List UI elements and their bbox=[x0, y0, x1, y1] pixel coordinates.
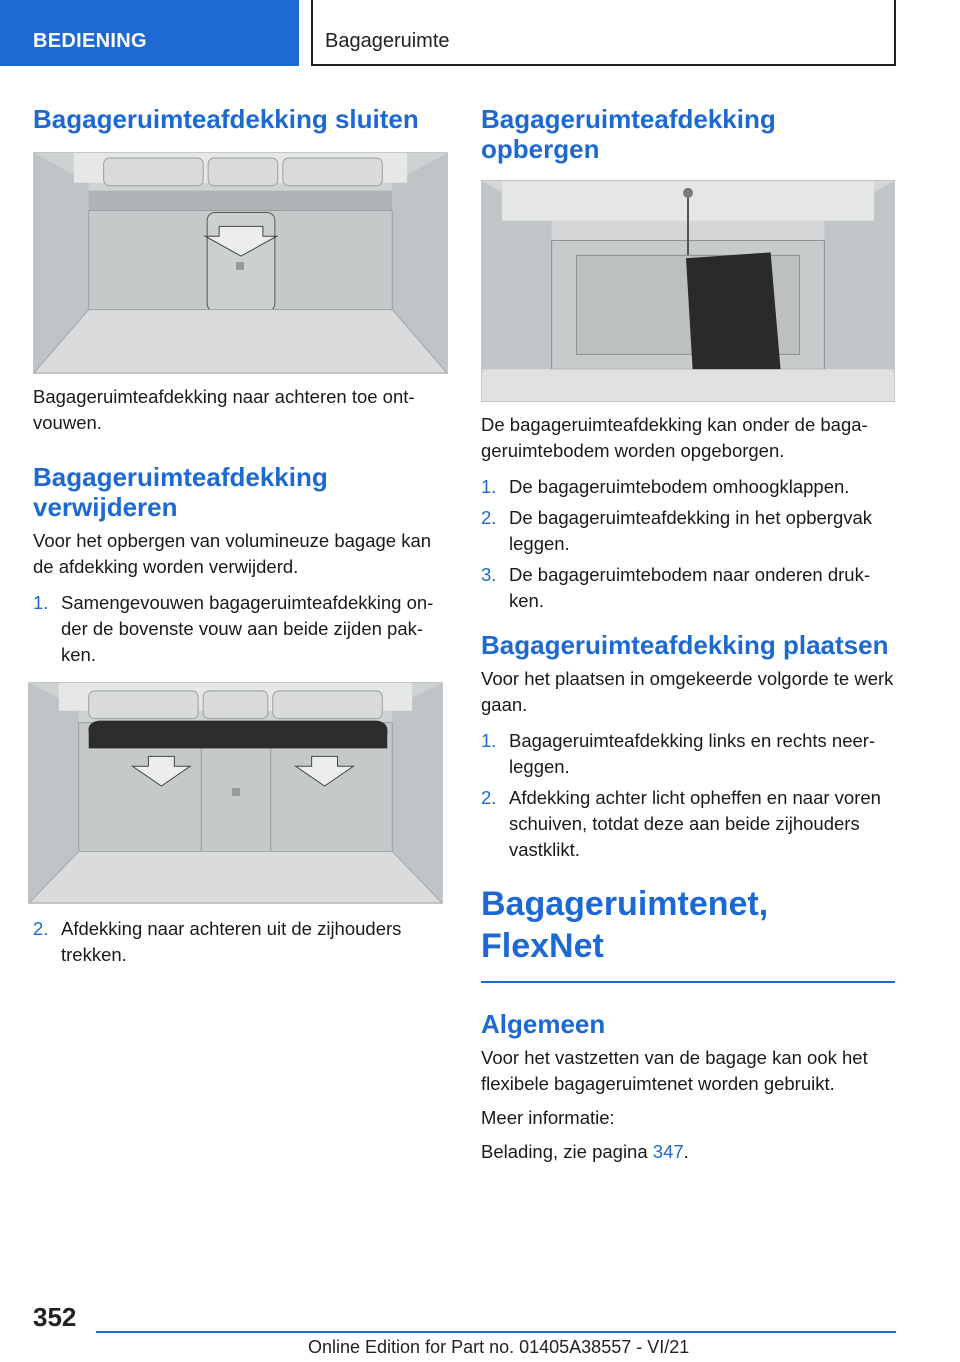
section-tab-label: BEDIENING bbox=[33, 30, 147, 52]
list-item bbox=[481, 728, 895, 780]
list-item bbox=[481, 785, 895, 863]
edition-note: Online Edition for Part no. 01405A38557 - VI/21 bbox=[308, 1337, 690, 1357]
heading-cover-store: Bagageruimteafdekking opbergen bbox=[481, 104, 776, 164]
list-item bbox=[33, 590, 448, 668]
footer-divider bbox=[96, 1331, 896, 1333]
figure-cover-store bbox=[481, 180, 895, 402]
step-number: 1. bbox=[481, 476, 497, 497]
figure-cover-remove bbox=[28, 682, 443, 904]
trunk-cover-close-illustration bbox=[34, 153, 447, 373]
trunk-storage-illustration bbox=[482, 181, 894, 401]
heading-cover-remove: Bagageruimteafdekking verwijderen bbox=[33, 462, 328, 522]
store-steps bbox=[481, 474, 895, 614]
chapter-title: Bagageruimte bbox=[325, 30, 450, 52]
remove-intro: Voor het opbergen van volumineuze bagage kan de afdekking worden verwijderd. bbox=[33, 530, 432, 577]
step-text: Afdekking naar achteren uit de zijhouders trekken. bbox=[61, 918, 402, 965]
step-number: 3. bbox=[481, 564, 497, 585]
figure-cover-close bbox=[33, 152, 448, 374]
step-number: 2. bbox=[481, 787, 497, 808]
list-item bbox=[481, 505, 895, 557]
general-text: Voor het vastzetten van de bagage kan ook het flexibele bagageruimtenet worden gebruikt. bbox=[481, 1047, 868, 1094]
remove-steps-b bbox=[33, 916, 448, 968]
remove-steps-a bbox=[33, 590, 448, 668]
heading-flexnet: Bagageruimtenet, FlexNet bbox=[481, 883, 895, 983]
place-steps bbox=[481, 728, 895, 863]
step-text: De bagageruimteafdekking in het opbergvak leggen. bbox=[509, 507, 873, 554]
caption-cover-close: Bagageruimteafdekking naar achteren toe ont-vouwen. bbox=[33, 386, 415, 433]
section-tab[interactable] bbox=[0, 0, 299, 66]
chapter-header bbox=[311, 0, 896, 66]
step-number: 1. bbox=[33, 592, 49, 613]
trunk-cover-remove-illustration bbox=[29, 683, 442, 903]
step-text: De bagageruimtebodem omhoogklappen. bbox=[509, 476, 850, 497]
more-info-label: Meer informatie: bbox=[481, 1107, 615, 1128]
left-column bbox=[33, 100, 448, 973]
list-item bbox=[481, 474, 895, 500]
heading-cover-close: Bagageruimteafdekking sluiten bbox=[33, 104, 419, 134]
step-number: 2. bbox=[33, 918, 49, 939]
list-item bbox=[481, 562, 895, 614]
step-text: Bagageruimteafdekking links en rechts neer-leggen. bbox=[509, 730, 876, 777]
step-number: 1. bbox=[481, 730, 497, 751]
step-text: Afdekking achter licht opheffen en naar voren schuiven, totdat deze aan beide zijhouders vastklikt. bbox=[509, 787, 881, 860]
reference-suffix: . bbox=[683, 1141, 689, 1162]
step-text: De bagageruimtebodem naar onderen druk-ken. bbox=[509, 564, 870, 611]
store-intro: De bagageruimteafdekking kan onder de baga-geruimtebodem worden opgeborgen. bbox=[481, 414, 868, 461]
heading-cover-place: Bagageruimteafdekking plaatsen bbox=[481, 630, 889, 660]
step-number: 2. bbox=[481, 507, 497, 528]
step-text: Samengevouwen bagageruimteafdekking on-der de bovenste vouw aan beide zijden pak-ken. bbox=[61, 592, 434, 665]
page-number: 352 bbox=[33, 1302, 77, 1332]
reference-prefix: Belading, zie pagina bbox=[481, 1141, 653, 1162]
right-column bbox=[481, 100, 895, 1165]
list-item bbox=[33, 916, 448, 968]
page-link[interactable]: 347 bbox=[652, 1141, 684, 1162]
reference-line bbox=[481, 1139, 895, 1165]
heading-general: Algemeen bbox=[481, 1009, 606, 1039]
place-intro: Voor het plaatsen in omgekeerde volgorde te werk gaan. bbox=[481, 668, 894, 715]
